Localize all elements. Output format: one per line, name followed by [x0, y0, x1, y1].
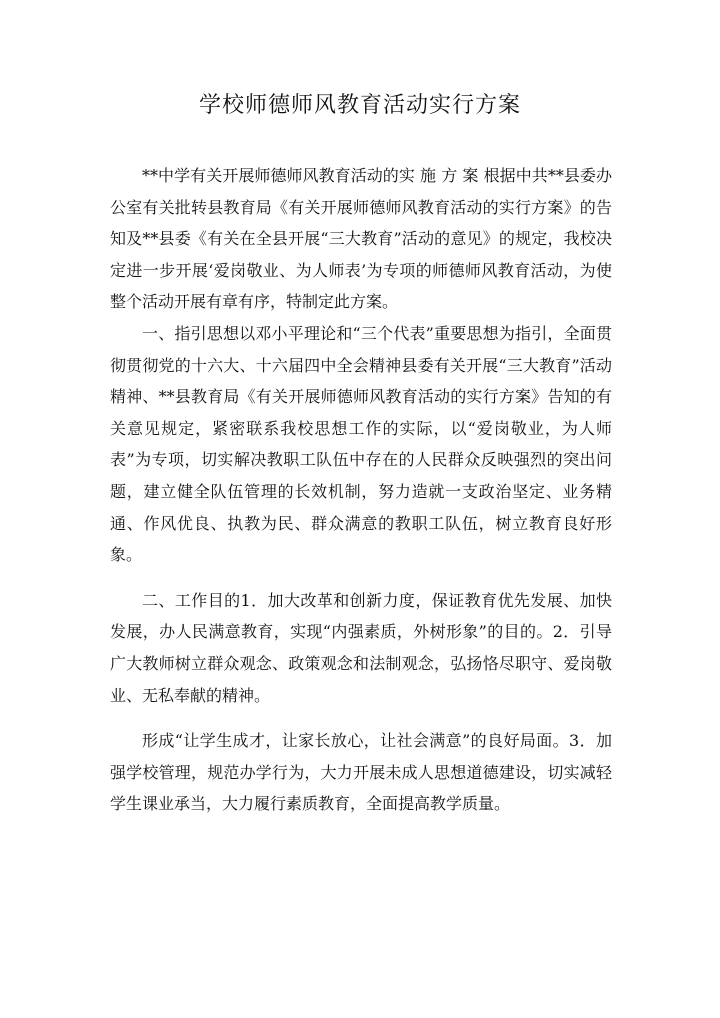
paragraph-work-goals: 二、工作目的1．加大改革和创新力度，保证教育优先发展、加快发展，办人民满意教育，实现“内强素质，外树形象”的目的。2．引导广大教师树立群众观念、政策观念和法制观念，弘扬恪尽职守、爱岗敬业、无私奉献的精神。	[110, 590, 612, 705]
paragraph-guiding-ideology: 一、指引思想以邓小平理论和“三个代表”重要思想为指引，全面贯彻贯彻党的十六大、十六届四中全会精神县委有关开展“三大教育”活动精神、**县教育局《有关开展师德师风教育活动的实行方案》告知的有关意见规定，紧密联系我校思想工作的实际，以“爱岗敬业，为人师表”为专项，切实解决教职工队伍中存在的人民群众反映强烈的突出问题，建立健全队伍管理的长效机制，努力造就一支政治坚定、业务精通、作风优良、执教为民、群众满意的教职工队伍，树立教育良好形象。	[110, 323, 612, 565]
document-body	[110, 160, 612, 820]
paragraph-intro: **中学有关开展师德师风教育活动的实 施 方 案 根据中共**县委办公室有关批转县教育局《有关开展师德师风教育活动的实行方案》的告知及**县委《有关在全县开展“三大教育”活动的意见》的规定，我校决定进一步开展‘爱岗敬业、为人师表’为专项的师德师风教育活动，为使整个活动开展有章有序，特制定此方案。	[110, 166, 612, 312]
document-title: 学校师德师风教育活动实行方案	[198, 93, 521, 118]
paragraph-goals-continued: 形成“让学生成才，让家长放心，让社会满意”的良好局面。3．加强学校管理，规范办学行为，大力开展未成人思想道德建设，切实减轻学生课业承当，大力履行素质教育，全面提高教学质量。	[110, 731, 612, 814]
